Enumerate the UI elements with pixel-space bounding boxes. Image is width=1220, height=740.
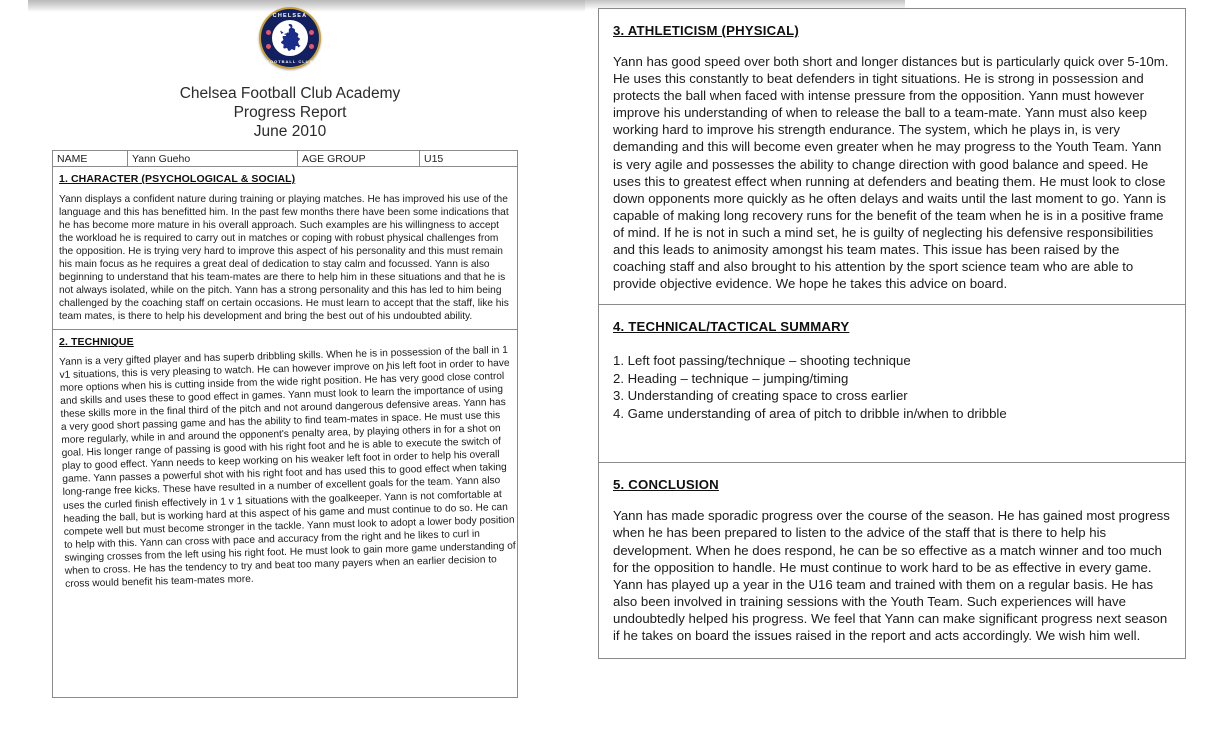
section-summary-heading: 4. TECHNICAL/TACTICAL SUMMARY (613, 319, 850, 335)
report-table-left (52, 150, 518, 698)
crest-bottom-text: FOOTBALL CLUB (266, 58, 314, 64)
crest-rose-icon (309, 44, 314, 49)
section-athleticism-heading: 3. ATHLETICISM (PHYSICAL) (613, 23, 799, 38)
section-conclusion (599, 463, 1185, 658)
section-technical-tactical-summary (599, 305, 1185, 463)
name-label: NAME (53, 151, 128, 166)
report-date: June 2010 (253, 123, 327, 140)
report-table-right (598, 8, 1186, 659)
section-athleticism (599, 9, 1185, 305)
right-scanned-page (585, 0, 1220, 740)
club-name-heading: Chelsea Football Club Academy (179, 85, 401, 102)
section-technique-body: Yann is a very gifted player and has superb dribbling skills. When he is in possession of the ball in 1 v1 situations, this is very pleasing to watch. He can however improve on his left foot in order to have more options when his is cutting inside from the wide right position. He has very good close control and skills and uses these to good effect in games. Yann must look to learn the importance of using these skills more in the final third of the pitch and not around dangerous defensive areas. Yann has a very good short passing game and has the ability to find team-mates in space. He must use this more regularly, while in and around the opponent's penalty area, by playing others in for a shot on goal. His longer range of passing is good with his right foot and he is able to execute the switch of play to good effect. Yann needs to keep working on his weaker left foot in order to help his overall game. Yann passes a powerful shot with his right foot and has used this to good effect when taking long-range free kicks. These have resulted in a number of excellent goals for the team. Yann also uses the curled finish effectively in 1 v 1 situations with the goalkeeper. Yann is not comfortable at heading the ball, but is working hard at this aspect of his game and must continue to do so. He can compete well but must become stronger in the tackle. Yann must look to adopt a lower body position to help with this. Yann can cross with pace and accuracy from the right and he likes to curl in swinging crosses from the left using his right foot. He must look to gain more game understanding of when to cross. He has the tendency to try and beat too many payers when an earlier decision to cross would benefit his team-mates more. (59, 345, 516, 591)
section-athleticism-body: Yann has good speed over both short and longer distances but is particularly quick over 5-10m. He uses this constantly to beat defenders in tight situations. He is strong in possession and protects the ball when faced with intense pressure from the opposition. Yann must however improve his understanding of when to release the ball to a team-mate. Yann must also keep working hard to improve his strength endurance. The system, which he plays in, is very demanding and this will become even greater when he may progress to the Youth Team. Yann is very agile and possesses the ability to change direction with good balance and speed. He uses this to greatest effect when running at defenders and beating them. He must look to close down opponents more quickly as he often delays and waits until the last moment to go. Yann is capable of making long recovery runs for the benefit of the team when he is in a positive frame of mind. If he is not in such a mind set, he is guilty of neglecting his defensive responsibilities and this leads to animosity amongst his team mates. This issue has been raised by the coaching staff and also brought to his attention by the sport science team who are able to provide objective evidence. We hope he takes this advice on board. (613, 54, 1169, 292)
summary-list (613, 352, 1171, 422)
name-value: Yann Gueho (128, 151, 298, 166)
section-conclusion-body: Yann has made sporadic progress over the course of the season. He has gained most progress when he has been prepared to listen to the advice of the staff that is there to help his development. When he does respond, he can be so effective as a match winner and too much for the opposition to handle. He must continue to work hard to be as effective in every game. Yann has played up a year in the U16 team and trained with them on a regular basis. He has also been involved in training sessions with the Youth Team. Such experiences will have undoubtedly helped his progress. We feel that Yann can make significant progress next season if he takes on board the issues raised in the report and acts accordingly. We wish him well. (613, 508, 1170, 643)
section-character-body: Yann displays a confident nature during training or playing matches. He has improved his use of the language and this has benefitted him. In the past few months there have been some indications that he has become more mature in his overall approach. Such examples are his willingness to accept the workload he is required to carry out in matches or coping with robust physical challenges from the opposition. He is trying very hard to improve this aspect of his personality and this must remain his main focus as he requires a great deal of dedication to stay calm and focussed. Yann is also beginning to understand that his team-mates are there to help him in these situations and that he is not always isolated, while on the pitch. Yann has a strong personality and this has led to him being challenged by the coaching staff on certain occasions. He must learn to accept that the staff, like his team mates, is there to help his development and bring the best out of his undoubted ability. (59, 194, 509, 323)
section-technique (53, 330, 517, 698)
crest-top-text: CHELSEA (272, 12, 308, 19)
list-item: 3. Understanding of creating space to cross earlier (613, 388, 908, 404)
section-conclusion-heading: 5. CONCLUSION (613, 477, 719, 493)
player-meta-row (53, 151, 517, 167)
list-item: 2. Heading – technique – jumping/timing (613, 370, 849, 386)
chelsea-crest-logo (249, 7, 329, 75)
section-technique-heading: 2. TECHNIQUE (59, 336, 134, 349)
crest-outer-ring (259, 7, 321, 69)
lion-rampant-icon (277, 23, 303, 53)
list-item: 1. Left foot passing/technique – shooting technique (613, 353, 911, 369)
section-character-heading: 1. CHARACTER (PSYCHOLOGICAL & SOCIAL) (59, 173, 296, 185)
crest-inner-disc (271, 19, 309, 57)
crest-navy-ring (261, 9, 319, 67)
report-type-heading: Progress Report (233, 104, 347, 121)
age-group-value: U15 (424, 153, 444, 165)
crest-rose-icon (309, 30, 314, 35)
age-group-label: AGE GROUP (298, 151, 420, 166)
list-item: 4. Game understanding of area of pitch to dribble in/when to dribble (613, 405, 1007, 421)
section-character (53, 167, 517, 330)
left-scanned-page (0, 0, 560, 740)
crest-rose-icon (266, 44, 271, 49)
